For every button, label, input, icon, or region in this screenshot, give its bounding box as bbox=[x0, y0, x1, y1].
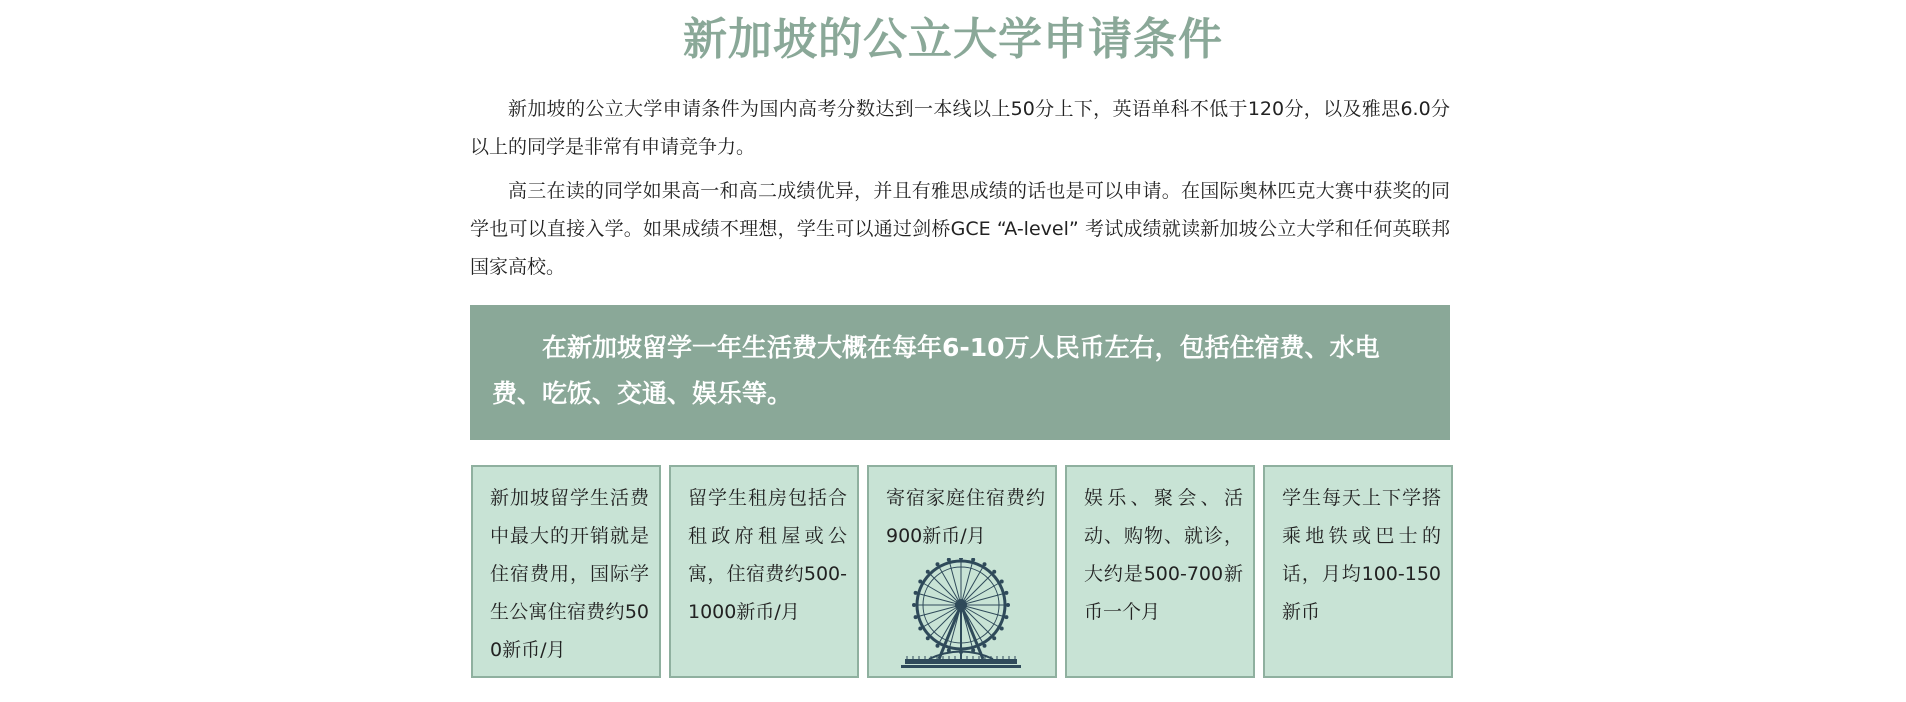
living-cost-banner bbox=[470, 305, 1450, 440]
paragraph-alternatives: 高三在读的同学如果高一和高二成绩优异，并且有雅思成绩的话也是可以申请。在国际奥林匹克大赛中获奖的同学也可以直接入学。如果成绩不理想，学生可以通过剑桥GCE “A-level” 考试成绩就读新加坡公立大学和任何英联邦国家高校。 bbox=[470, 180, 1450, 278]
card-entertainment bbox=[1065, 465, 1255, 678]
living-cost-text: 在新加坡留学一年生活费大概在每年6-10万人民币左右，包括住宿费、水电费、吃饭、交通、娱乐等。 bbox=[492, 333, 1380, 408]
card-rental bbox=[669, 465, 859, 678]
card-homestay bbox=[867, 465, 1057, 678]
cost-cards bbox=[471, 465, 1451, 680]
card-text: 新加坡留学生活费中最大的开销就是住宿费用，国际学生公寓住宿费约500新币/月 bbox=[490, 487, 649, 661]
article-body bbox=[470, 90, 1450, 292]
card-text: 寄宿家庭住宿费约900新币/月 bbox=[886, 487, 1045, 547]
card-text: 娱乐、聚会、活动、购物、就诊，大约是500-700新币一个月 bbox=[1084, 487, 1243, 623]
paragraph-admission: 新加坡的公立大学申请条件为国内高考分数达到一本线以上50分上下，英语单科不低于120分，以及雅思6.0分以上的同学是非常有申请竞争力。 bbox=[470, 98, 1450, 158]
ferris-wheel-icon bbox=[901, 558, 1021, 670]
card-text: 学生每天上下学搭乘地铁或巴士的话，月均100-150新币 bbox=[1282, 487, 1441, 623]
card-text: 留学生租房包括合租政府租屋或公寓，住宿费约500-1000新币/月 bbox=[688, 487, 847, 623]
card-student-housing bbox=[471, 465, 661, 678]
page-title: 新加坡的公立大学申请条件 bbox=[683, 14, 1223, 65]
card-transport bbox=[1263, 465, 1453, 678]
